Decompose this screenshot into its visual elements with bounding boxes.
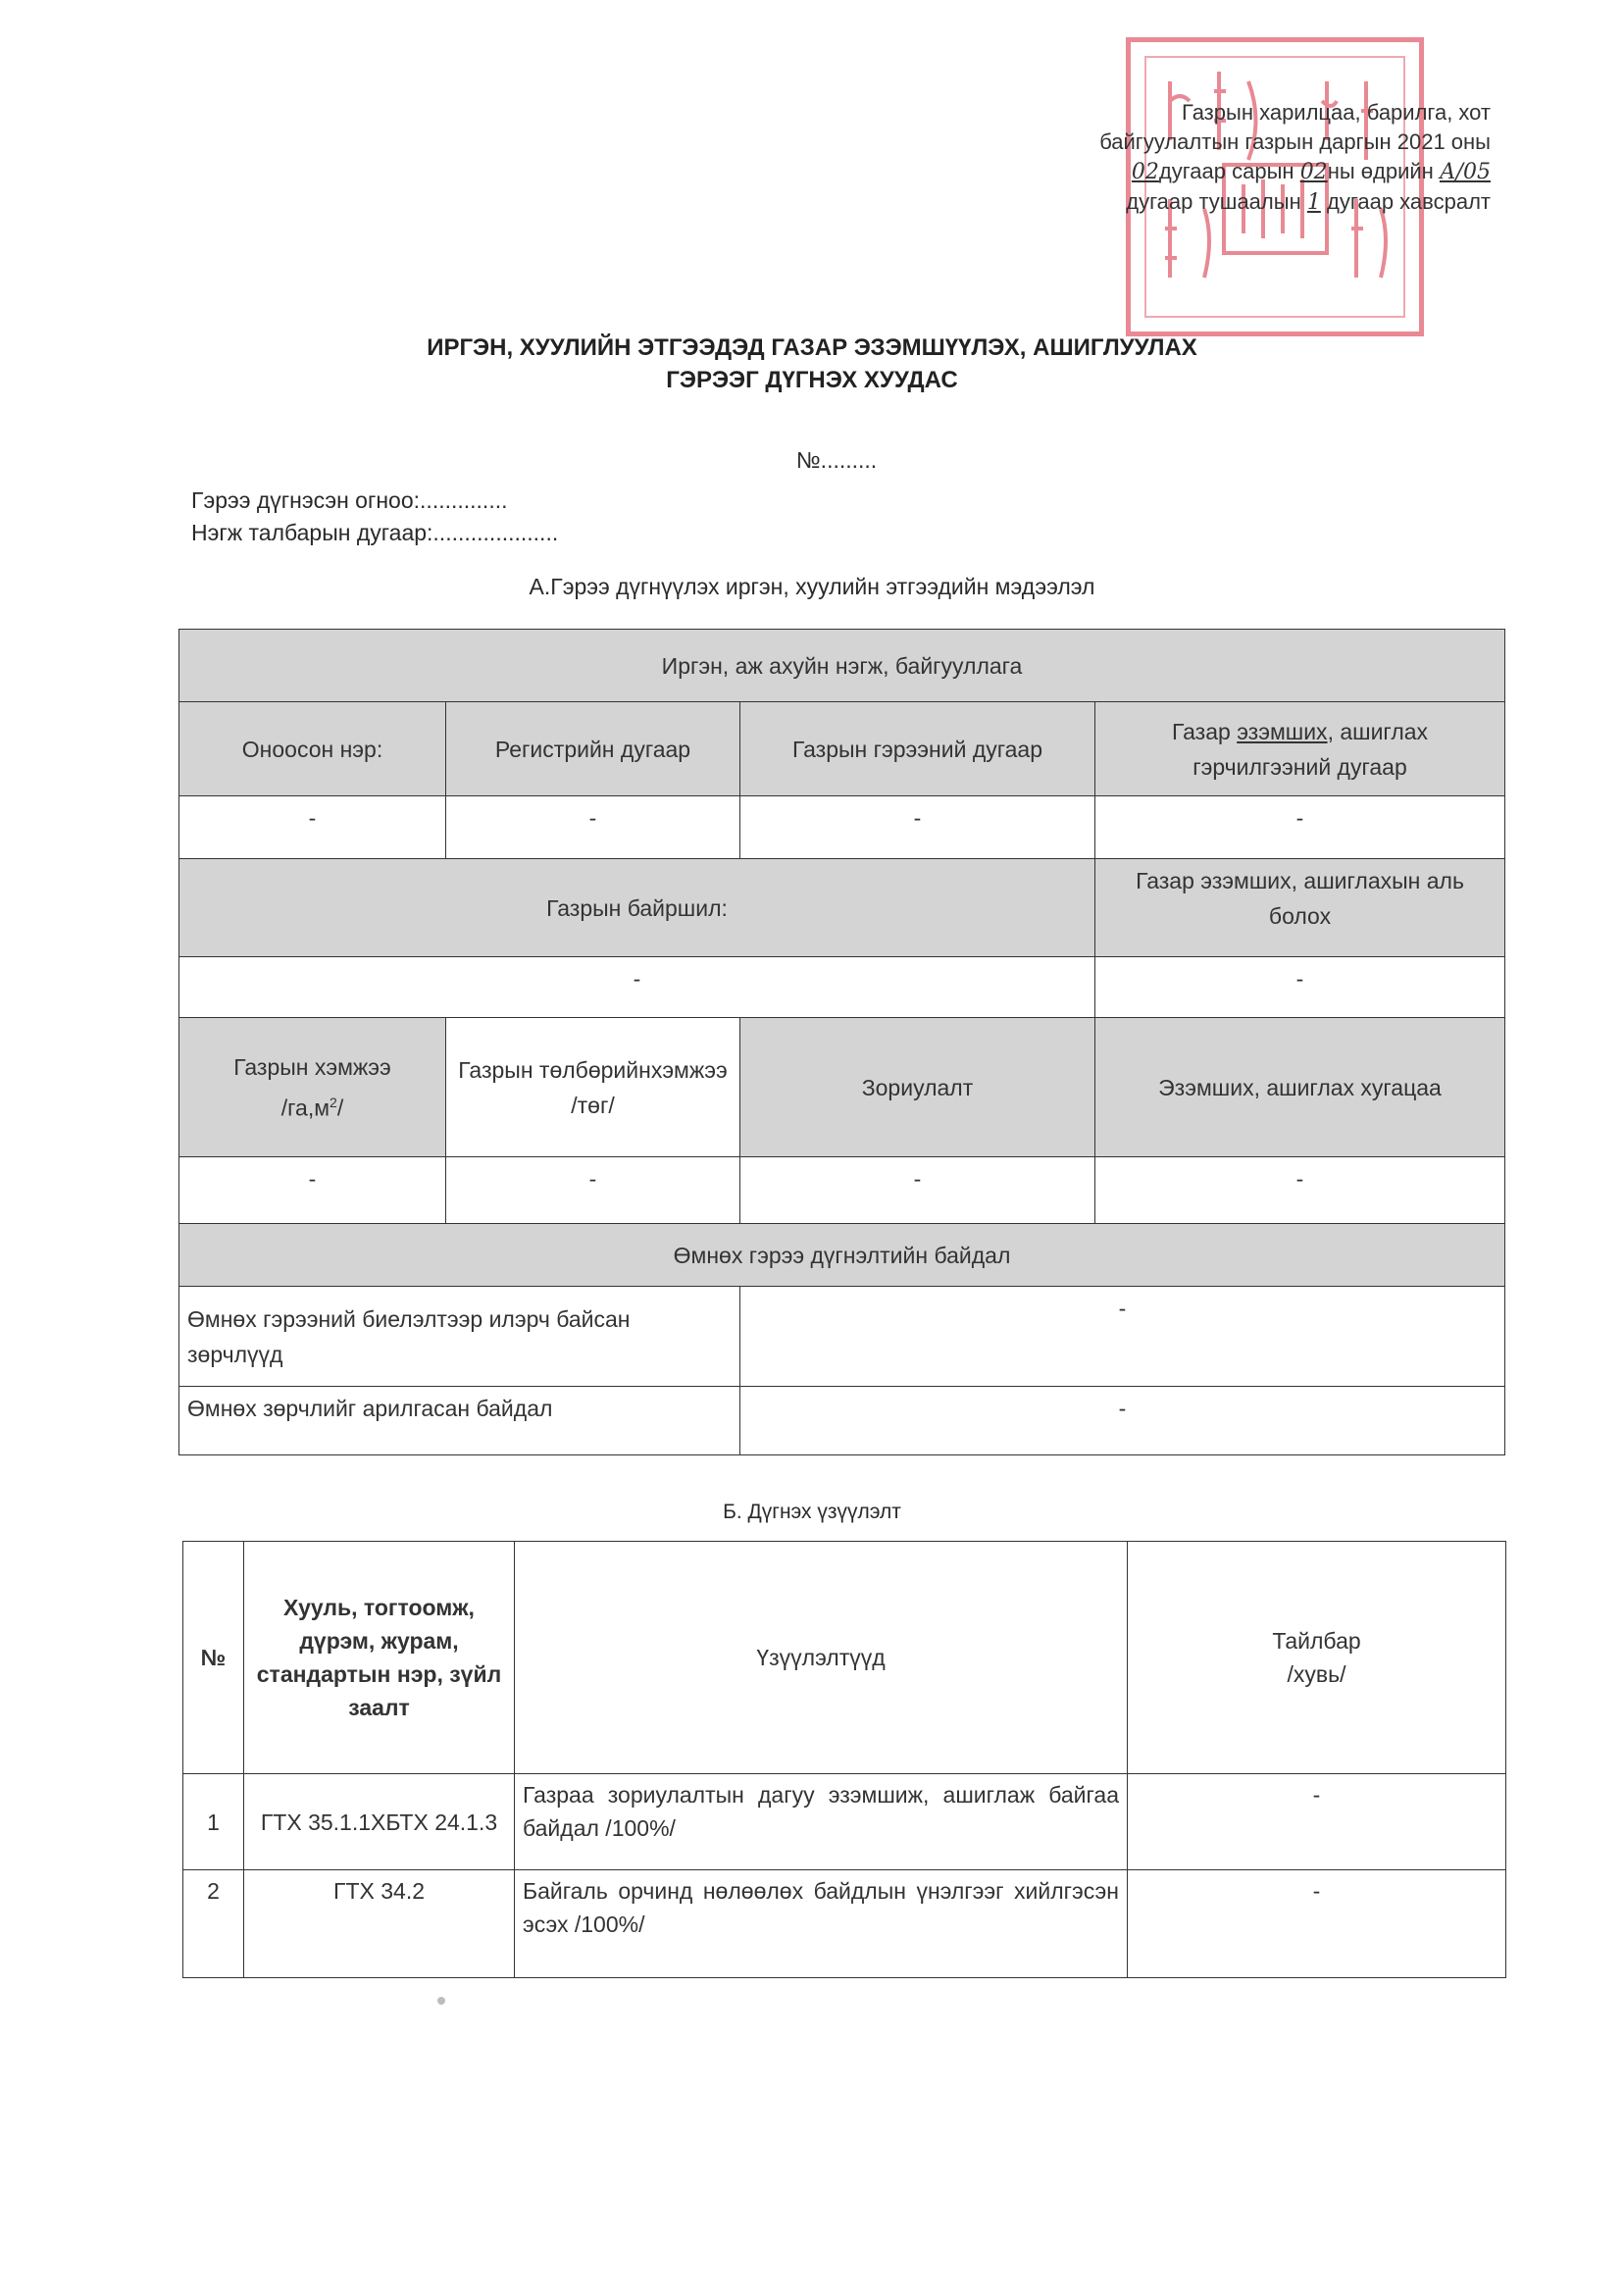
approval-line-2: байгуулалтын газрын даргын 2021 оны bbox=[1099, 129, 1491, 154]
previous-review-header: Өмнөх гэрээ дүгнэлтийн байдал bbox=[179, 1224, 1505, 1287]
page-title-line-1: ИРГЭН, ХУУЛИЙН ЭТГЭЭДЭД ГАЗАР ЭЗЭМШҮҮЛЭХ, АШИГЛУУЛАХ bbox=[427, 334, 1197, 361]
certificate-header-underlined: эзэмших bbox=[1237, 718, 1328, 744]
contract-number-header: Газрын гэрээний дугаар bbox=[740, 702, 1095, 796]
page-title bbox=[0, 331, 1624, 396]
approval-line-4 bbox=[902, 187, 1491, 218]
approval-line-1: Газрын харилцаа, барилга, хот bbox=[1182, 100, 1491, 125]
contract-number: №......... bbox=[796, 447, 878, 473]
location-header: Газрын байршил: bbox=[179, 859, 1095, 957]
previous-violations-value: - bbox=[740, 1287, 1505, 1387]
land-fee-value: - bbox=[446, 1157, 740, 1224]
land-fee-unit: /төг/ bbox=[571, 1092, 615, 1118]
note-header bbox=[1128, 1542, 1506, 1774]
law-header: Хууль, тогтоомж, дүрэм, журам, стандартын нэр, зүйл заалт bbox=[244, 1542, 515, 1774]
row-1-note: - bbox=[1128, 1774, 1506, 1870]
purpose-value: - bbox=[740, 1157, 1095, 1224]
previous-fixed-value: - bbox=[740, 1387, 1505, 1455]
approval-order-label: дугаар тушаалын bbox=[1126, 189, 1301, 214]
contract-date-field: Гэрээ дүгнэсэн огноо:.............. bbox=[191, 487, 508, 513]
evaluation-table bbox=[182, 1541, 1506, 1978]
duration-value: - bbox=[1095, 1157, 1505, 1224]
land-size-label: Газрын хэмжээ bbox=[233, 1053, 391, 1080]
row-2-no: 2 bbox=[183, 1870, 244, 1978]
approval-line-3 bbox=[902, 157, 1491, 187]
register-value: - bbox=[446, 796, 740, 859]
certificate-header-a: Газар bbox=[1171, 718, 1238, 744]
land-size-unit-c: / bbox=[336, 1095, 344, 1121]
no-header: № bbox=[183, 1542, 244, 1774]
approval-appendix-label: дугаар хавсралт bbox=[1326, 189, 1491, 214]
approval-note bbox=[902, 98, 1491, 218]
page-title-line-2: ГЭРЭЭГ ДҮГНЭХ ХУУДАС bbox=[666, 367, 958, 393]
party-info-table bbox=[178, 629, 1505, 1455]
section-b-title: Б. Дүгнэх үзүүлэлт bbox=[723, 1501, 901, 1523]
section-a-title: А.Гэрээ дүгнүүлэх иргэн, хуулийн этгээдийн мэдээлэл bbox=[529, 574, 1095, 599]
row-2-indicator: Байгаль орчинд нөлөөлөх байдлын үнэлгээг хийлгэсэн эсэх /100%/ bbox=[515, 1870, 1128, 1978]
land-size-value: - bbox=[179, 1157, 446, 1224]
duration-header: Эзэмших, ашиглах хугацаа bbox=[1095, 1018, 1505, 1157]
previous-fixed-label: Өмнөх зөрчлийг арилгасан байдал bbox=[179, 1387, 740, 1455]
register-header: Регистрийн дугаар bbox=[446, 702, 740, 796]
row-1-law: ГТХ 35.1.1ХБТХ 24.1.3 bbox=[244, 1774, 515, 1870]
approval-day-suffix: ны өдрийн bbox=[1327, 159, 1434, 183]
party-header: Иргэн, аж ахуйн нэгж, байгууллага bbox=[179, 630, 1505, 702]
purpose-header: Зориулалт bbox=[740, 1018, 1095, 1157]
location-value: - bbox=[179, 957, 1095, 1018]
approval-month-suffix: дугаар сарын bbox=[1158, 159, 1294, 183]
certificate-value: - bbox=[1095, 796, 1505, 859]
contract-meta bbox=[191, 484, 558, 549]
contract-number-value: - bbox=[740, 796, 1095, 859]
row-2-law: ГТХ 34.2 bbox=[244, 1870, 515, 1978]
approval-day: 02 bbox=[1299, 160, 1328, 184]
own-use-value: - bbox=[1095, 957, 1505, 1018]
land-fee-header bbox=[446, 1018, 740, 1157]
certificate-header bbox=[1095, 702, 1505, 796]
note-header-label: Тайлбар bbox=[1272, 1628, 1361, 1654]
land-size-unit-a: /га,м bbox=[280, 1095, 330, 1121]
row-1-indicator: Газраа зориулалтын дагуу эзэмшиж, ашиглаж байгаа байдал /100%/ bbox=[515, 1774, 1128, 1870]
own-use-header: Газар эзэмших, ашиглахын аль болох bbox=[1095, 859, 1505, 957]
approval-appendix-number: 1 bbox=[1306, 190, 1321, 215]
land-fee-label: Газрын төлбөрийнхэмжээ bbox=[458, 1056, 728, 1083]
approval-month: 02 bbox=[1131, 160, 1159, 184]
approval-order-number: А/05 bbox=[1439, 160, 1491, 184]
scan-speck bbox=[437, 1997, 445, 2005]
row-1-no: 1 bbox=[183, 1774, 244, 1870]
row-2-note: - bbox=[1128, 1870, 1506, 1978]
name-value: - bbox=[179, 796, 446, 859]
certificate-header-b: , ашиглах гэрчилгээний дугаар bbox=[1193, 718, 1429, 780]
land-size-header bbox=[179, 1018, 446, 1157]
unit-number-field: Нэгж талбарын дугаар:.................... bbox=[191, 520, 559, 545]
previous-violations-label: Өмнөх гэрээний биелэлтээр илэрч байсан зөрчлүүд bbox=[179, 1287, 740, 1387]
name-header: Оноосон нэр: bbox=[179, 702, 446, 796]
note-header-unit: /хувь/ bbox=[1287, 1661, 1346, 1687]
indicators-header: Үзүүлэлтүүд bbox=[515, 1542, 1128, 1774]
land-size-unit-sup: 2 bbox=[330, 1094, 337, 1110]
